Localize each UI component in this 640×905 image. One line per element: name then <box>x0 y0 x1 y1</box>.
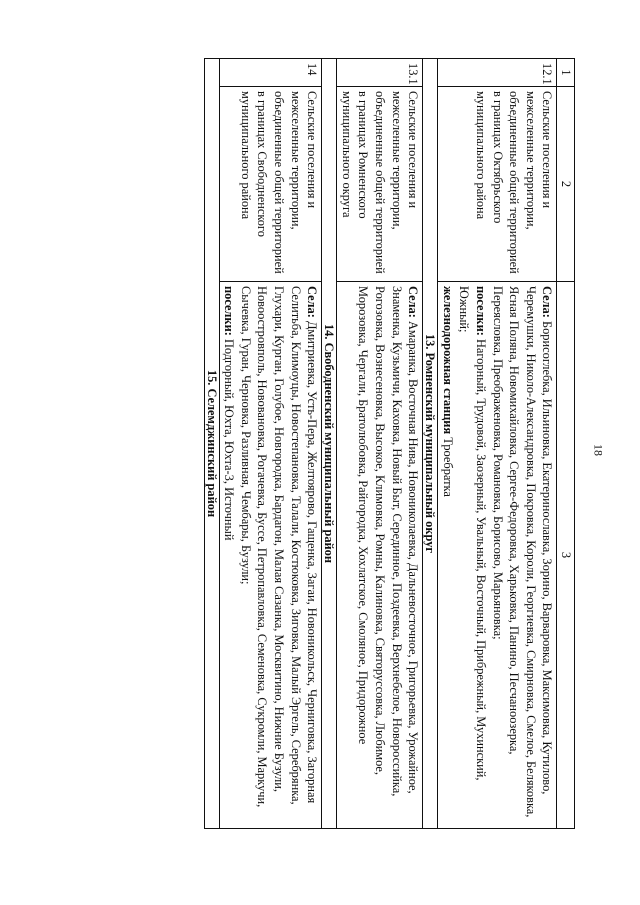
section-heading: 14. Свободненский муниципальный район <box>322 59 337 829</box>
section-heading: 13. Ромненский муниципальный округ <box>423 59 438 829</box>
row-number: 14 <box>219 59 322 87</box>
settlements-cell <box>438 282 557 829</box>
section-row <box>204 59 219 829</box>
settlements-list: Нагорный, Трудовой, Заозерный, Увальный, Восточный, Прибрежный, Мухинский, Южный; <box>457 286 489 781</box>
row-number: 13.1 <box>337 59 423 87</box>
settlements-list: Подгорный, Юхта, Юхта-3, Источный <box>222 338 237 541</box>
column-header: 2 <box>557 87 575 282</box>
settlements-cell <box>219 282 322 829</box>
villages-list: Амаранка, Восточная Нива, Новониколаевка, Дальневосточное, Григорьевка, Урожайное, Знаменка, Кузьмичи, Каховка, Новый Быт, Серединное, Поздеевка, Верхнебелое, Новороссийка, Рогозовка, Вознесеновка, Высокое, Климовка, Ромны, Калиновка, Святоруссовка, Любимое, Морозовка, Чергали, Братолюбовка, Райгородка, Хохлатское, Смоляное, Придорожное <box>356 286 421 797</box>
section-row <box>322 59 337 829</box>
row-number: 12.1 <box>438 59 557 87</box>
settlements-label: поселки: <box>222 286 237 336</box>
rotated-sheet <box>115 58 575 828</box>
settlements-label: поселки: <box>474 286 489 336</box>
settlements-cell <box>337 282 423 829</box>
villages-label: Села: <box>406 286 421 318</box>
table-row <box>438 59 557 829</box>
settlements-table <box>204 58 575 829</box>
territory-cell: Сельские поселения и межселенные территории, объединенные общей территорией в границах Октябрьского муниципального района <box>438 87 557 282</box>
villages-label: Села: <box>540 286 555 318</box>
station-label: железнодорожная станция <box>440 286 455 435</box>
column-header: 1 <box>557 59 575 87</box>
villages-label: Села: <box>305 286 320 318</box>
villages-list: Дмитриевка, Усть-Пера, Желтоярово, Гащенка, Загаи, Новоникольск, Черниговка, Загорная Селитьба, Климоуцы, Новостепановка, Талали, Костюковка, Зиговка, Малый Эргель, Серебрянка, Глухари, Курган, Голубое, Новгородка, Бардагон, Малая Сазанка, Москвитино, Нижние Бузули, Новоостровполь, Нововановка, Рогачевка, Буссе, Петропавловка, Семеновка, Сукромли, Маркучи, Сычевка, Гуран, Черновка, Разливная, Чембары, Бузули; <box>238 286 320 808</box>
station-name: Троебратка <box>440 437 455 497</box>
villages-list: Борисоглебка, Ильиновка, Екатеринославка, Зорино, Варваровка, Максимовка, Кутилово, Черемушки, Николо-Александровка, Покровка, Короли, Георгиевка, Смирновка, Смелое, Беляковка, Ясная Поляна, Новомихайловка, Сергее-Федоровка, Харьковка, Панино, Песчаноозерка, Переясловка, Преображеновка, Романовка, Борисово, Марьяновка; <box>490 286 555 818</box>
territory-cell: Сельские поселения и межселенные территории, объединенные общей территорией в границах Ромненского муниципального округа <box>337 87 423 282</box>
page-number: 18 <box>591 444 606 456</box>
table-row <box>219 59 322 829</box>
section-row <box>423 59 438 829</box>
table-row <box>337 59 423 829</box>
table-header-row <box>557 59 575 829</box>
territory-cell: Сельские поселения и межселенные территории, объединенные общей территорией в границах Свободненского муниципального района <box>219 87 322 282</box>
section-heading: 15. Селемджинский район <box>204 59 219 829</box>
column-header: 3 <box>557 282 575 829</box>
